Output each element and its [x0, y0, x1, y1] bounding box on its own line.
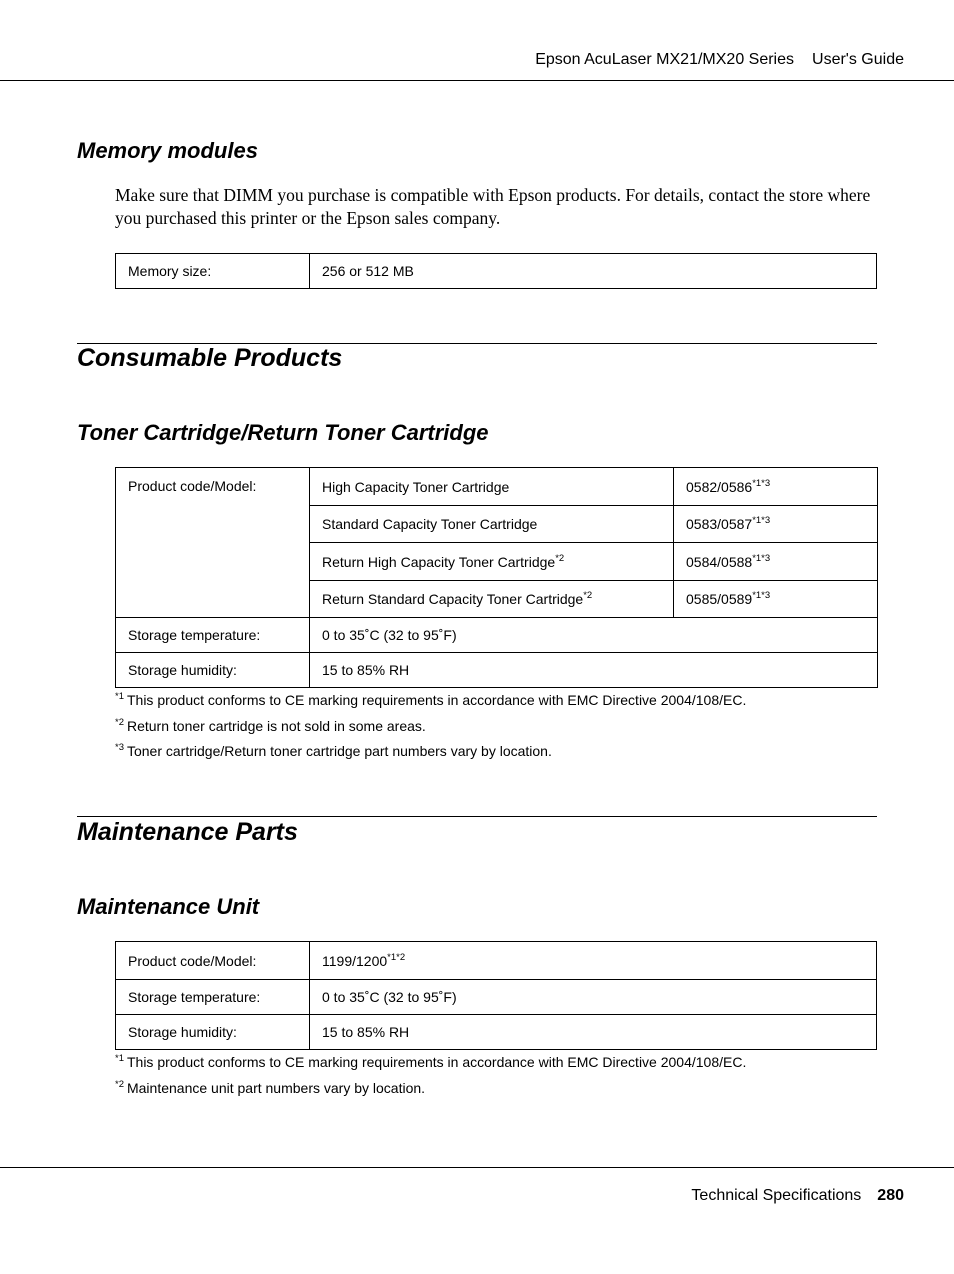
toner-product-label: Product code/Model: — [116, 468, 310, 618]
table-row — [116, 942, 877, 980]
memory-size-label: Memory size: — [116, 254, 310, 289]
memory-modules-heading: Memory modules — [77, 138, 258, 163]
maintenance-parts-heading: Maintenance Parts — [77, 818, 298, 846]
toner-table — [115, 467, 878, 688]
memory-size-value: 256 or 512 MB — [310, 254, 877, 289]
memory-size-row — [116, 254, 877, 289]
toner-footnotes — [115, 688, 746, 765]
maintenance-table — [115, 941, 877, 1050]
header-product-name: Epson AcuLaser MX21/MX20 Series — [535, 51, 795, 68]
header-rule — [0, 80, 954, 81]
toner-product-name: Standard Capacity Toner Cartridge — [310, 506, 674, 543]
table-row — [116, 980, 877, 1015]
toner-product-name: Return High Capacity Toner Cartridge$^{*2}$ — [310, 543, 674, 581]
table-row — [116, 653, 878, 688]
table-row — [116, 468, 878, 506]
maintenance-product-value: $1199/1200^{*1*2}$ — [310, 942, 877, 980]
toner-humidity-label: Storage humidity: — [116, 653, 310, 688]
toner-temp-value: 0 to 35˚C (32 to 95˚F) — [310, 618, 878, 653]
page-header — [535, 51, 904, 69]
toner-cartridge-heading: Toner Cartridge/Return Toner Cartridge — [77, 420, 489, 445]
header-guide-name: User's Guide — [812, 51, 904, 68]
toner-product-code: $0585/0589^{*1*3}$ — [674, 581, 878, 618]
footer-rule — [0, 1167, 954, 1168]
toner-product-code: $0583/0587^{*1*3}$ — [674, 506, 878, 543]
table-row — [116, 1015, 877, 1050]
footnote: $^{*2}$ Return toner cartridge is not sold in some areas. — [115, 716, 426, 734]
maintenance-temp-value: 0 to 35˚C (32 to 95˚F) — [310, 980, 877, 1015]
footnote: $^{*1}$ This product conforms to CE marking requirements in accordance with EMC Directive 2004/108/EC. — [115, 691, 747, 708]
table-row — [116, 618, 878, 653]
footer-section-name: Technical Specifications — [691, 1187, 862, 1204]
toner-product-name: High Capacity Toner Cartridge — [310, 468, 674, 506]
maintenance-footnotes — [115, 1050, 746, 1101]
page-number: 280 — [877, 1187, 904, 1204]
footnote: $^{*3}$ Toner cartridge/Return toner cartridge part numbers vary by location. — [115, 742, 552, 759]
toner-product-name: Return Standard Capacity Toner Cartridge$^{*2}$ — [310, 581, 674, 618]
maintenance-section-rule — [77, 816, 877, 817]
maintenance-product-label: Product code/Model: — [116, 942, 310, 980]
toner-product-code: $0584/0588^{*1*3}$ — [674, 543, 878, 581]
maintenance-humidity-label: Storage humidity: — [116, 1015, 310, 1050]
memory-table — [115, 253, 877, 289]
page-footer — [691, 1187, 904, 1205]
footnote: $^{*2}$ Maintenance unit part numbers vary by location. — [115, 1078, 426, 1096]
memory-modules-paragraph: Make sure that DIMM you purchase is compatible with Epson products. For details, contact the store where you purchased this printer or the Epson sales company. — [115, 185, 871, 228]
toner-humidity-value: 15 to 85% RH — [310, 653, 878, 688]
toner-temp-label: Storage temperature: — [116, 618, 310, 653]
maintenance-humidity-value: 15 to 85% RH — [310, 1015, 877, 1050]
maintenance-unit-heading: Maintenance Unit — [77, 894, 260, 919]
maintenance-temp-label: Storage temperature: — [116, 980, 310, 1015]
toner-product-code: $0582/0586^{*1*3}$ — [674, 468, 878, 506]
consumable-products-heading: Consumable Products — [77, 344, 343, 372]
footnote: $^{*1}$ This product conforms to CE marking requirements in accordance with EMC Directive 2004/108/EC. — [115, 1053, 747, 1070]
